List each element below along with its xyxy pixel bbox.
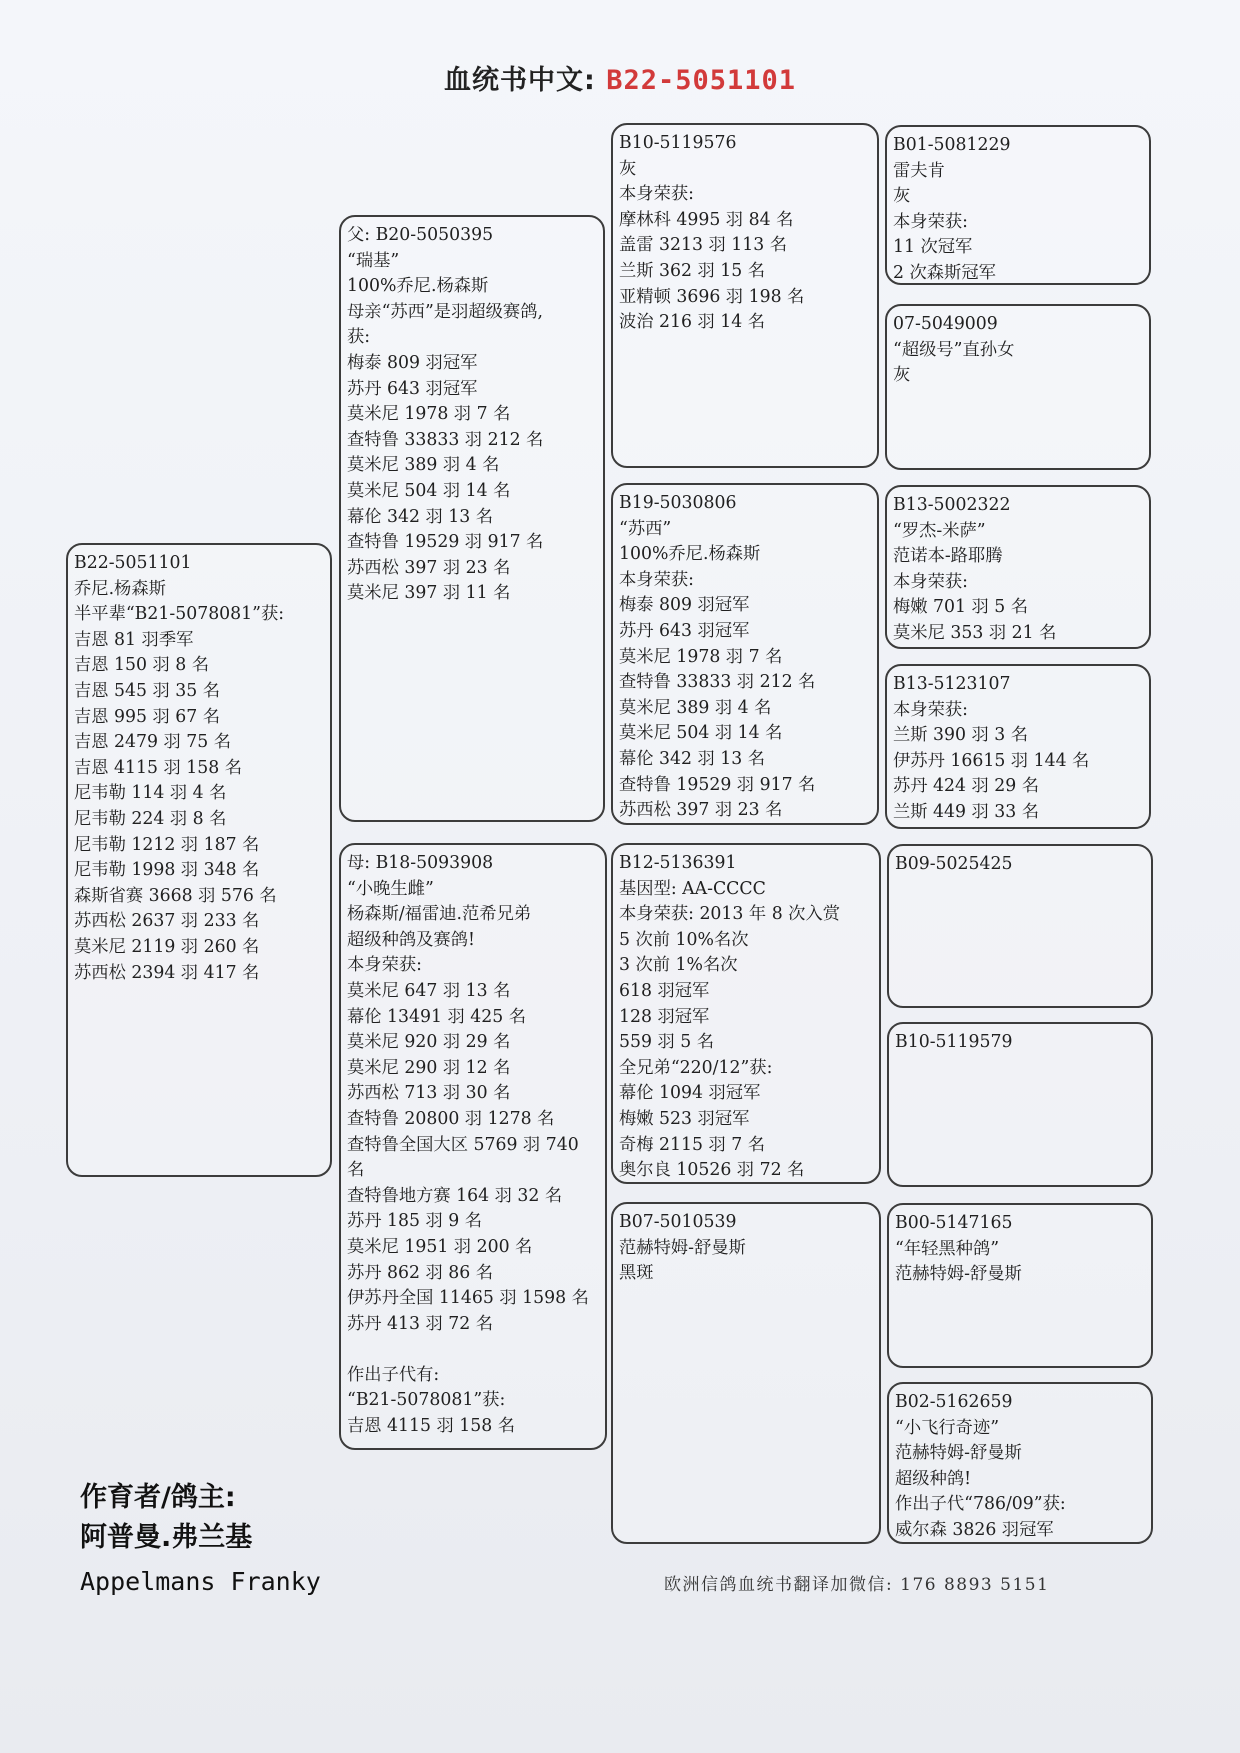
pedigree-line: 5 次前 10%名次 <box>619 929 749 950</box>
pedigree-line: 苏西松 2394 羽 417 名 <box>74 962 260 983</box>
pedigree-line: 尼韦勒 1212 羽 187 名 <box>74 834 260 855</box>
pedigree-line: 母: B18-5093908 <box>347 853 494 873</box>
pedigree-line: 伊苏丹全国 11465 羽 1598 名 <box>347 1288 589 1309</box>
pedigree-line: 波治 216 羽 14 名 <box>619 312 766 333</box>
pedigree-line: 兰斯 449 羽 33 名 <box>893 801 1040 822</box>
pedigree-line: 获: <box>347 327 371 348</box>
pedigree-line: 618 羽冠军 <box>619 980 710 1001</box>
pedigree-line: 本身荣获: <box>893 571 968 592</box>
pedigree-line: “B21-5078081”获: <box>347 1390 506 1411</box>
pedigree-line: “罗杰-米萨” <box>893 520 986 541</box>
pedigree-line: 吉恩 81 羽季军 <box>74 629 194 650</box>
pedigree-line: 奇梅 2115 羽 7 名 <box>619 1134 766 1155</box>
pedigree-line: 范赫特姆-舒曼斯 <box>895 1443 1022 1464</box>
pedigree-line: 莫米尼 1978 羽 7 名 <box>347 404 511 425</box>
breeder-name-en: Appelmans Franky <box>80 1567 321 1596</box>
pedigree-box-dam <box>339 843 607 1450</box>
pedigree-line: 3 次前 1%名次 <box>619 955 738 976</box>
pedigree-line: B22-5051101 <box>74 553 192 573</box>
pedigree-line: B10-5119579 <box>895 1032 1013 1052</box>
pedigree-line: 莫米尼 1978 羽 7 名 <box>619 646 783 667</box>
pedigree-line: 幕伦 342 羽 13 名 <box>619 748 766 769</box>
pedigree-box-sire-dam <box>611 483 879 825</box>
pedigree-line: 查特鲁 19529 羽 917 名 <box>619 774 816 795</box>
pedigree-line: 灰 <box>619 158 637 179</box>
pedigree-line: 本身荣获: <box>893 211 968 232</box>
pedigree-box-ddd <box>887 1382 1153 1544</box>
pedigree-line: 超级种鸽! <box>895 1468 972 1489</box>
pedigree-box-dam-sire <box>611 843 881 1184</box>
pedigree-line: B19-5030806 <box>619 493 737 513</box>
pedigree-line: 母亲“苏西”是羽超级赛鸽, <box>347 301 543 322</box>
pedigree-box-dam-dam <box>611 1202 881 1544</box>
pedigree-line: 128 羽冠军 <box>619 1006 710 1027</box>
pedigree-line: 范赫特姆-舒曼斯 <box>895 1264 1022 1285</box>
pedigree-line: “小晚生雌” <box>347 878 434 899</box>
pedigree-line: 苏西松 2637 羽 233 名 <box>74 911 260 932</box>
pedigree-line: 尼韦勒 1998 羽 348 名 <box>74 860 260 881</box>
pedigree-line: 本身荣获: <box>347 955 422 976</box>
pedigree-box-dss <box>887 844 1153 1008</box>
pedigree-line: 11 次冠军 <box>893 237 973 258</box>
pedigree-box-sss <box>885 125 1151 285</box>
pedigree-line: “超级号”直孙女 <box>893 339 1015 360</box>
pedigree-line <box>347 1337 599 1363</box>
pedigree-line: 梅嫩 523 羽冠军 <box>619 1108 750 1129</box>
pedigree-line: 兰斯 362 羽 15 名 <box>619 260 766 281</box>
pedigree-line: 100%乔尼.杨森斯 <box>619 544 761 565</box>
pedigree-line: 梅泰 809 羽冠军 <box>347 352 478 373</box>
pedigree-line: 莫米尼 290 羽 12 名 <box>347 1057 511 1078</box>
pedigree-line: 本身荣获: 2013 年 8 次入赏 <box>619 904 841 925</box>
pedigree-line: “年轻黑种鸽” <box>895 1238 1000 1259</box>
footer-contact: 欧洲信鸽血统书翻译加微信: 176 8893 5151 <box>664 1575 1050 1595</box>
pedigree-line: B07-5010539 <box>619 1212 737 1232</box>
title-label: 血统书中文: <box>443 65 596 96</box>
pedigree-line: 苏丹 185 羽 9 名 <box>347 1211 483 1232</box>
title-ring-number: B22-5051101 <box>606 65 797 96</box>
pedigree-box-sdd <box>885 664 1151 829</box>
pedigree-line: 灰 <box>893 365 911 386</box>
pedigree-line: 森斯省赛 3668 羽 576 名 <box>74 885 277 906</box>
pedigree-line: 苏丹 424 羽 29 名 <box>893 776 1040 797</box>
pedigree-line: 苏丹 413 羽 72 名 <box>347 1313 494 1334</box>
breeder-name-cn: 阿普曼.弗兰基 <box>80 1522 253 1553</box>
pedigree-line: 莫米尼 2119 羽 260 名 <box>74 936 260 957</box>
pedigree-line: 莫米尼 920 羽 29 名 <box>347 1032 511 1053</box>
pedigree-line: 亚精顿 3696 羽 198 名 <box>619 286 805 307</box>
pedigree-line: 苏西松 397 羽 23 名 <box>619 800 783 821</box>
pedigree-line: 伊苏丹 16615 羽 144 名 <box>893 750 1090 771</box>
pedigree-line: 雷夫肯 <box>893 160 945 181</box>
pedigree-line: 559 羽 5 名 <box>619 1032 715 1053</box>
pedigree-line: 范诺本-路耶腾 <box>893 546 1003 567</box>
pedigree-line: 查特鲁 20800 羽 1278 名 <box>347 1108 555 1129</box>
pedigree-box-sire <box>339 215 605 822</box>
pedigree-line: 苏丹 643 羽冠军 <box>619 620 750 641</box>
pedigree-line: 吉恩 4115 羽 158 名 <box>74 757 243 778</box>
pedigree-line: B02-5162659 <box>895 1392 1013 1412</box>
pedigree-line: 奥尔良 10526 羽 72 名 <box>619 1160 805 1181</box>
pedigree-line: “苏西” <box>619 518 672 539</box>
pedigree-line: 乔尼.杨森斯 <box>74 578 166 599</box>
pedigree-line: 苏西松 713 羽 30 名 <box>347 1083 511 1104</box>
pedigree-box-subject <box>66 543 332 1177</box>
breeder-label: 作育者/鸽主: <box>80 1482 236 1513</box>
pedigree-line: 2 次森斯冠军 <box>893 262 996 283</box>
pedigree-box-dsd <box>887 1022 1153 1187</box>
pedigree-line: 苏西松 397 羽 23 名 <box>347 557 511 578</box>
pedigree-line: 莫米尼 647 羽 13 名 <box>347 980 511 1001</box>
pedigree-box-dds <box>887 1203 1153 1368</box>
pedigree-line: 吉恩 2479 羽 75 名 <box>74 732 232 753</box>
pedigree-line: 半平辈“B21-5078081”获: <box>74 604 285 625</box>
pedigree-line: 吉恩 545 羽 35 名 <box>74 680 221 701</box>
pedigree-line: 莫米尼 389 羽 4 名 <box>347 455 500 476</box>
pedigree-line: 全兄弟“220/12”获: <box>619 1057 773 1078</box>
pedigree-line: 吉恩 150 羽 8 名 <box>74 655 210 676</box>
pedigree-box-ssd <box>885 304 1151 470</box>
pedigree-line: B13-5123107 <box>893 674 1011 694</box>
pedigree-line: 莫米尼 504 羽 14 名 <box>619 723 783 744</box>
pedigree-line: B01-5081229 <box>893 135 1011 155</box>
pedigree-line: 莫米尼 504 羽 14 名 <box>347 480 511 501</box>
pedigree-line: B10-5119576 <box>619 133 737 153</box>
pedigree-line: 吉恩 4115 羽 158 名 <box>347 1416 516 1437</box>
pedigree-line: 莫米尼 397 羽 11 名 <box>347 583 511 604</box>
pedigree-line: 盖雷 3213 羽 113 名 <box>619 235 788 256</box>
pedigree-line: 莫米尼 353 羽 21 名 <box>893 622 1057 643</box>
pedigree-line: 尼韦勒 114 羽 4 名 <box>74 783 227 804</box>
pedigree-line: 梅泰 809 羽冠军 <box>619 595 750 616</box>
pedigree-line: 100%乔尼.杨森斯 <box>347 276 489 297</box>
pedigree-line: 作出子代有: <box>347 1364 440 1385</box>
pedigree-line: 兰斯 390 羽 3 名 <box>893 725 1029 746</box>
pedigree-box-sire-sire <box>611 123 879 468</box>
pedigree-line: 莫米尼 389 羽 4 名 <box>619 697 772 718</box>
pedigree-line: 范赫特姆-舒曼斯 <box>619 1237 746 1258</box>
pedigree-line: 查特鲁 33833 羽 212 名 <box>347 429 544 450</box>
page-title <box>0 58 1240 97</box>
pedigree-line: 07-5049009 <box>893 314 998 334</box>
pedigree-line: 查特鲁 33833 羽 212 名 <box>619 672 816 693</box>
pedigree-line: 本身荣获: <box>893 699 968 720</box>
pedigree-line: B00-5147165 <box>895 1213 1013 1233</box>
pedigree-line: 尼韦勒 224 羽 8 名 <box>74 808 227 829</box>
pedigree-line: 苏丹 643 羽冠军 <box>347 378 478 399</box>
pedigree-line: 苏丹 862 羽 86 名 <box>347 1262 494 1283</box>
pedigree-line: 幕伦 342 羽 13 名 <box>347 506 494 527</box>
pedigree-line: 灰 <box>893 186 911 207</box>
pedigree-box-sds <box>885 485 1151 649</box>
pedigree-line: 梅嫩 701 羽 5 名 <box>893 597 1029 618</box>
pedigree-line: 父: B20-5050395 <box>347 225 494 245</box>
pedigree-line: 摩林科 4995 羽 84 名 <box>619 209 794 230</box>
pedigree-line: 幕伦 13491 羽 425 名 <box>347 1006 527 1027</box>
breeder-block <box>80 1478 321 1602</box>
pedigree-line: B13-5002322 <box>893 495 1011 515</box>
pedigree-line: “小飞行奇迹” <box>895 1417 1000 1438</box>
pedigree-line: 吉恩 995 羽 67 名 <box>74 706 221 727</box>
pedigree-line: 基因型: AA-CCCC <box>619 878 766 899</box>
pedigree-line: “瑞基” <box>347 250 400 271</box>
pedigree-line: 威尔森 3826 羽冠军 <box>895 1519 1054 1540</box>
pedigree-line: 杨森斯/福雷迪.范希兄弟 <box>347 904 532 925</box>
pedigree-line: 幕伦 1094 羽冠军 <box>619 1083 761 1104</box>
pedigree-line: 黑斑 <box>619 1263 654 1284</box>
pedigree-line: B09-5025425 <box>895 854 1013 874</box>
pedigree-line: 本身荣获: <box>619 184 694 205</box>
pedigree-line: B12-5136391 <box>619 853 737 873</box>
pedigree-line: 查特鲁 19529 羽 917 名 <box>347 532 544 553</box>
pedigree-line: 查特鲁地方赛 164 羽 32 名 <box>347 1185 563 1206</box>
pedigree-line: 超级种鸽及赛鸽! <box>347 929 475 950</box>
pedigree-line: 查特鲁全国大区 5769 羽 740 名 <box>347 1134 579 1181</box>
pedigree-line: 作出子代“786/09”获: <box>895 1494 1066 1515</box>
pedigree-line: 本身荣获: <box>619 569 694 590</box>
pedigree-line: 莫米尼 1951 羽 200 名 <box>347 1236 533 1257</box>
